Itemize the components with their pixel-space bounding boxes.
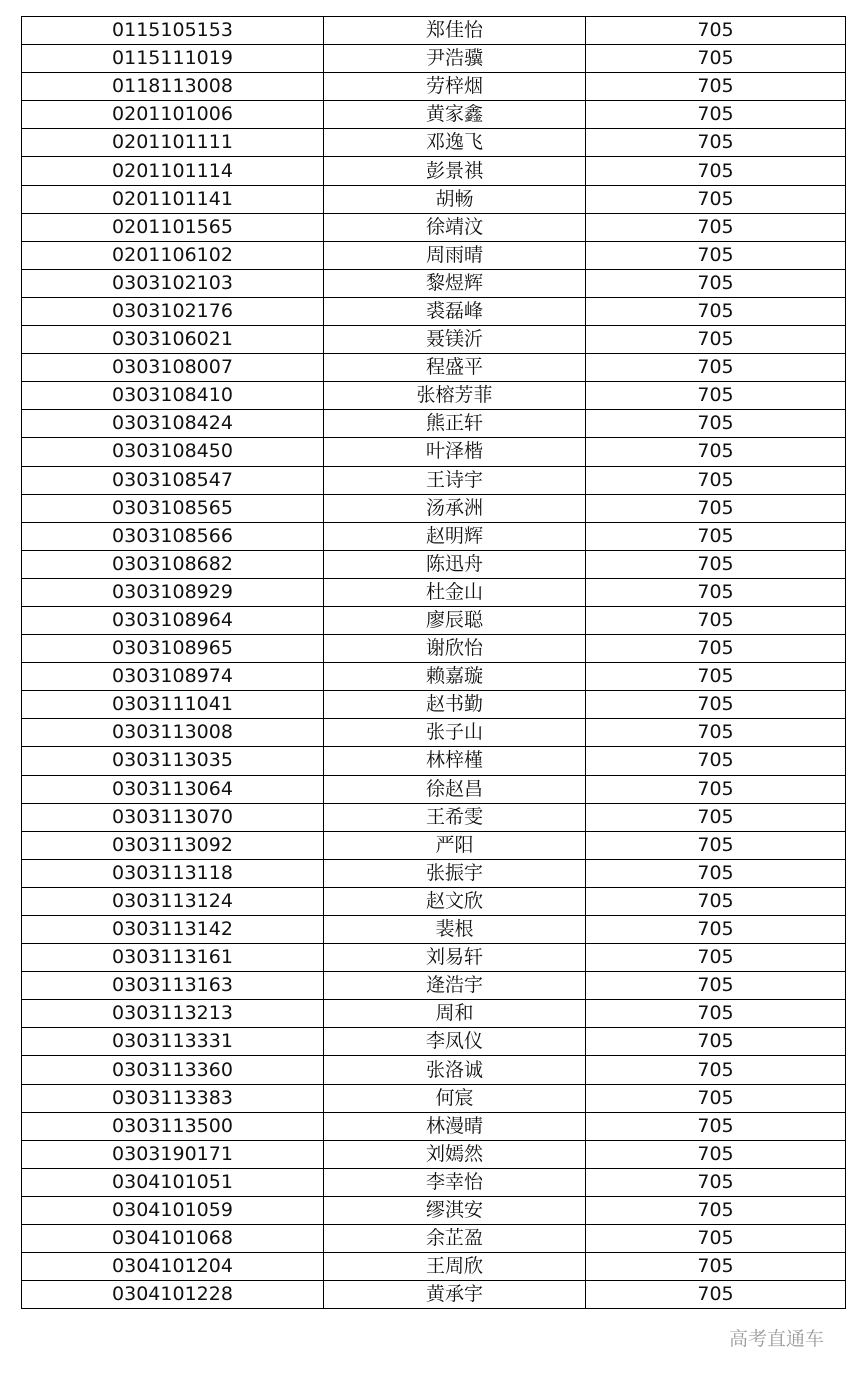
score-cell: 705 <box>586 438 846 466</box>
score-cell: 705 <box>586 663 846 691</box>
student-id-cell: 0201101114 <box>22 157 324 185</box>
score-table <box>21 16 846 1309</box>
student-name-cell: 张洛诚 <box>324 1056 586 1084</box>
student-name-cell: 汤承洲 <box>324 494 586 522</box>
table-row <box>22 1281 846 1309</box>
table-row <box>22 438 846 466</box>
student-name-cell: 郑佳怡 <box>324 17 586 45</box>
table-row <box>22 1028 846 1056</box>
student-id-cell: 0304101204 <box>22 1253 324 1281</box>
student-name-cell: 李幸怡 <box>324 1168 586 1196</box>
score-cell: 705 <box>586 1028 846 1056</box>
score-cell: 705 <box>586 410 846 438</box>
student-name-cell: 林漫晴 <box>324 1112 586 1140</box>
student-name-cell: 赵明辉 <box>324 522 586 550</box>
student-name-cell: 周雨晴 <box>324 241 586 269</box>
score-cell: 705 <box>586 916 846 944</box>
student-name-cell: 王周欣 <box>324 1253 586 1281</box>
student-id-cell: 0303108007 <box>22 354 324 382</box>
table-row <box>22 887 846 915</box>
score-cell: 705 <box>586 73 846 101</box>
student-name-cell: 劳梓烟 <box>324 73 586 101</box>
student-name-cell: 赖嘉璇 <box>324 663 586 691</box>
student-name-cell: 刘嫣然 <box>324 1140 586 1168</box>
score-cell: 705 <box>586 719 846 747</box>
student-id-cell: 0201106102 <box>22 241 324 269</box>
student-name-cell: 陈迅舟 <box>324 550 586 578</box>
student-id-cell: 0201101565 <box>22 213 324 241</box>
score-cell: 705 <box>586 1168 846 1196</box>
student-name-cell: 裘磊峰 <box>324 297 586 325</box>
student-name-cell: 李凤仪 <box>324 1028 586 1056</box>
score-cell: 705 <box>586 972 846 1000</box>
table-row <box>22 326 846 354</box>
table-row <box>22 269 846 297</box>
student-name-cell: 聂镁沂 <box>324 326 586 354</box>
student-name-cell: 黄承宇 <box>324 1281 586 1309</box>
score-cell: 705 <box>586 775 846 803</box>
student-id-cell: 0201101111 <box>22 129 324 157</box>
student-id-cell: 0304101068 <box>22 1225 324 1253</box>
score-cell: 705 <box>586 522 846 550</box>
table-row <box>22 213 846 241</box>
student-id-cell: 0303113163 <box>22 972 324 1000</box>
table-row <box>22 1084 846 1112</box>
score-cell: 705 <box>586 494 846 522</box>
table-row <box>22 1225 846 1253</box>
score-cell: 705 <box>586 1225 846 1253</box>
student-id-cell: 0303108965 <box>22 635 324 663</box>
student-id-cell: 0303102103 <box>22 269 324 297</box>
score-cell: 705 <box>586 887 846 915</box>
table-row <box>22 241 846 269</box>
student-id-cell: 0303111041 <box>22 691 324 719</box>
student-id-cell: 0303108547 <box>22 466 324 494</box>
watermark-text: 高考直通车 <box>727 1324 826 1351</box>
table-row <box>22 916 846 944</box>
student-name-cell: 张榕芳菲 <box>324 382 586 410</box>
table-row <box>22 1140 846 1168</box>
table-row <box>22 522 846 550</box>
student-id-cell: 0303108682 <box>22 550 324 578</box>
table-row <box>22 410 846 438</box>
score-cell: 705 <box>586 466 846 494</box>
table-row <box>22 101 846 129</box>
table-row <box>22 1196 846 1224</box>
score-cell: 705 <box>586 1056 846 1084</box>
student-name-cell: 裴根 <box>324 916 586 944</box>
score-cell: 705 <box>586 354 846 382</box>
student-id-cell: 0303113035 <box>22 747 324 775</box>
score-cell: 705 <box>586 157 846 185</box>
score-cell: 705 <box>586 1112 846 1140</box>
student-name-cell: 严阳 <box>324 831 586 859</box>
score-cell: 705 <box>586 635 846 663</box>
student-id-cell: 0304101051 <box>22 1168 324 1196</box>
student-id-cell: 0303113161 <box>22 944 324 972</box>
student-id-cell: 0303190171 <box>22 1140 324 1168</box>
score-cell: 705 <box>586 606 846 634</box>
table-row <box>22 803 846 831</box>
student-id-cell: 0304101059 <box>22 1196 324 1224</box>
table-row <box>22 45 846 73</box>
score-cell: 705 <box>586 129 846 157</box>
table-row <box>22 831 846 859</box>
student-name-cell: 廖辰聪 <box>324 606 586 634</box>
score-cell: 705 <box>586 326 846 354</box>
score-cell: 705 <box>586 1140 846 1168</box>
score-cell: 705 <box>586 297 846 325</box>
table-row <box>22 17 846 45</box>
student-id-cell: 0303113124 <box>22 887 324 915</box>
student-name-cell: 周和 <box>324 1000 586 1028</box>
table-row <box>22 578 846 606</box>
student-id-cell: 0303113142 <box>22 916 324 944</box>
student-name-cell: 黎煜辉 <box>324 269 586 297</box>
table-row <box>22 550 846 578</box>
student-name-cell: 程盛平 <box>324 354 586 382</box>
table-row <box>22 494 846 522</box>
table-row <box>22 1112 846 1140</box>
student-id-cell: 0303108565 <box>22 494 324 522</box>
student-id-cell: 0303108974 <box>22 663 324 691</box>
table-row <box>22 1168 846 1196</box>
student-name-cell: 缪淇安 <box>324 1196 586 1224</box>
score-cell: 705 <box>586 803 846 831</box>
student-name-cell: 叶泽楷 <box>324 438 586 466</box>
student-name-cell: 熊正轩 <box>324 410 586 438</box>
score-cell: 705 <box>586 691 846 719</box>
student-name-cell: 彭景祺 <box>324 157 586 185</box>
student-id-cell: 0201101006 <box>22 101 324 129</box>
student-id-cell: 0303113092 <box>22 831 324 859</box>
student-id-cell: 0115105153 <box>22 17 324 45</box>
table-row <box>22 129 846 157</box>
score-cell: 705 <box>586 185 846 213</box>
score-table-container <box>21 16 846 1309</box>
student-id-cell: 0303108410 <box>22 382 324 410</box>
student-name-cell: 胡畅 <box>324 185 586 213</box>
score-cell: 705 <box>586 550 846 578</box>
student-name-cell: 杜金山 <box>324 578 586 606</box>
student-id-cell: 0303108450 <box>22 438 324 466</box>
score-cell: 705 <box>586 45 846 73</box>
table-row <box>22 466 846 494</box>
table-row <box>22 297 846 325</box>
score-cell: 705 <box>586 213 846 241</box>
student-id-cell: 0303113383 <box>22 1084 324 1112</box>
student-id-cell: 0303108566 <box>22 522 324 550</box>
student-id-cell: 0303113064 <box>22 775 324 803</box>
table-row <box>22 73 846 101</box>
student-id-cell: 0303108964 <box>22 606 324 634</box>
score-cell: 705 <box>586 101 846 129</box>
student-name-cell: 黄家鑫 <box>324 101 586 129</box>
score-cell: 705 <box>586 1253 846 1281</box>
student-id-cell: 0303113360 <box>22 1056 324 1084</box>
score-cell: 705 <box>586 944 846 972</box>
table-row <box>22 775 846 803</box>
table-row <box>22 1056 846 1084</box>
table-row <box>22 382 846 410</box>
student-id-cell: 0303113213 <box>22 1000 324 1028</box>
table-row <box>22 635 846 663</box>
score-cell: 705 <box>586 1281 846 1309</box>
student-name-cell: 张振宇 <box>324 859 586 887</box>
student-name-cell: 何宸 <box>324 1084 586 1112</box>
student-id-cell: 0115111019 <box>22 45 324 73</box>
student-id-cell: 0303102176 <box>22 297 324 325</box>
student-name-cell: 徐赵昌 <box>324 775 586 803</box>
table-row <box>22 157 846 185</box>
score-cell: 705 <box>586 747 846 775</box>
student-name-cell: 赵书勤 <box>324 691 586 719</box>
student-id-cell: 0303108424 <box>22 410 324 438</box>
student-name-cell: 赵文欣 <box>324 887 586 915</box>
student-name-cell: 王诗宇 <box>324 466 586 494</box>
score-cell: 705 <box>586 382 846 410</box>
student-name-cell: 逄浩宇 <box>324 972 586 1000</box>
score-table-body <box>22 17 846 1309</box>
student-id-cell: 0303113118 <box>22 859 324 887</box>
student-id-cell: 0304101228 <box>22 1281 324 1309</box>
table-row <box>22 719 846 747</box>
student-id-cell: 0303113008 <box>22 719 324 747</box>
score-cell: 705 <box>586 831 846 859</box>
table-row <box>22 859 846 887</box>
table-row <box>22 1253 846 1281</box>
student-name-cell: 王希雯 <box>324 803 586 831</box>
student-name-cell: 余芷盈 <box>324 1225 586 1253</box>
score-cell: 705 <box>586 269 846 297</box>
table-row <box>22 1000 846 1028</box>
table-row <box>22 354 846 382</box>
student-name-cell: 谢欣怡 <box>324 635 586 663</box>
student-id-cell: 0303108929 <box>22 578 324 606</box>
table-row <box>22 691 846 719</box>
score-cell: 705 <box>586 1000 846 1028</box>
score-cell: 705 <box>586 17 846 45</box>
student-id-cell: 0303113500 <box>22 1112 324 1140</box>
student-id-cell: 0303113070 <box>22 803 324 831</box>
score-cell: 705 <box>586 1196 846 1224</box>
table-row <box>22 185 846 213</box>
student-id-cell: 0303113331 <box>22 1028 324 1056</box>
score-cell: 705 <box>586 241 846 269</box>
table-row <box>22 944 846 972</box>
table-row <box>22 663 846 691</box>
table-row <box>22 606 846 634</box>
student-name-cell: 刘易轩 <box>324 944 586 972</box>
score-cell: 705 <box>586 1084 846 1112</box>
student-name-cell: 张子山 <box>324 719 586 747</box>
table-row <box>22 747 846 775</box>
student-id-cell: 0201101141 <box>22 185 324 213</box>
table-row <box>22 972 846 1000</box>
student-name-cell: 邓逸飞 <box>324 129 586 157</box>
student-id-cell: 0118113008 <box>22 73 324 101</box>
score-cell: 705 <box>586 859 846 887</box>
student-name-cell: 徐靖汶 <box>324 213 586 241</box>
score-cell: 705 <box>586 578 846 606</box>
student-id-cell: 0303106021 <box>22 326 324 354</box>
student-name-cell: 林梓槿 <box>324 747 586 775</box>
student-name-cell: 尹浩骥 <box>324 45 586 73</box>
